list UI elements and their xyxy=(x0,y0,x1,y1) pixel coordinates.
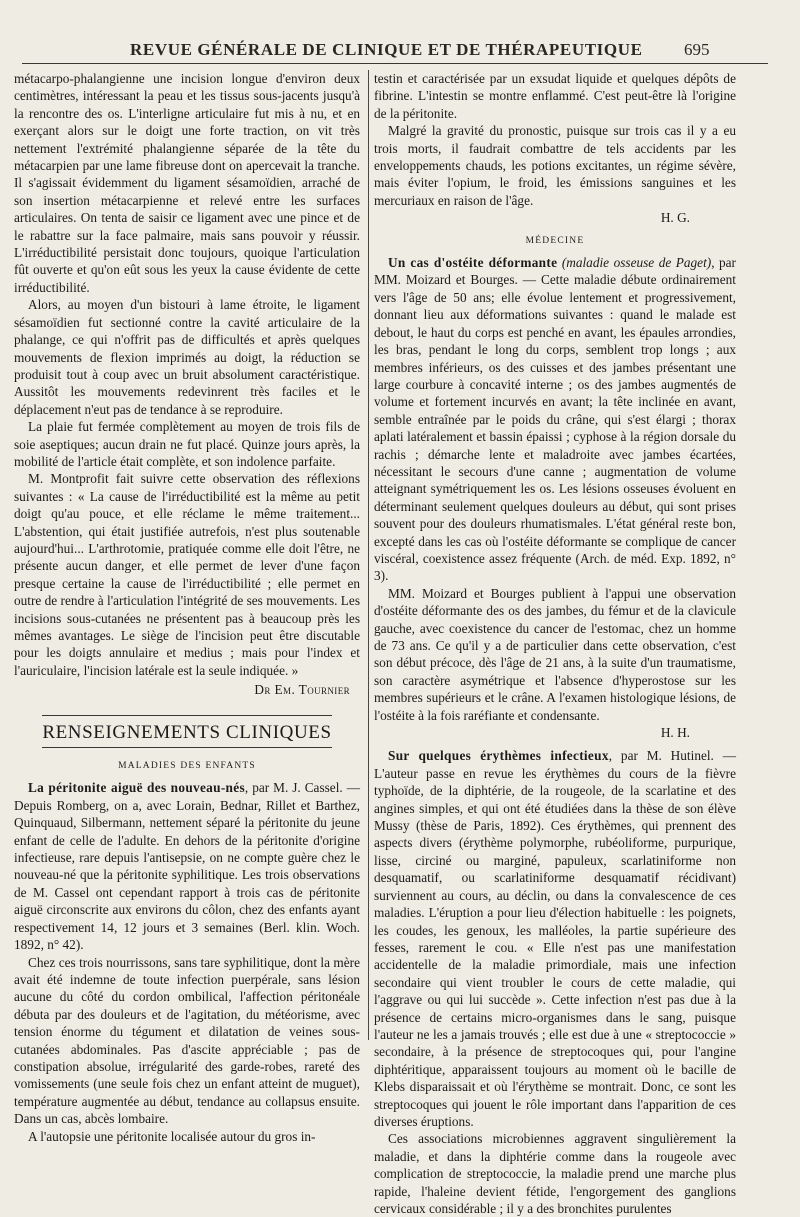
article-paragraph xyxy=(14,779,360,953)
author-signature: Dr Em. Tournier xyxy=(254,682,350,698)
article-text: — L'auteur passe en revue les érythèmes du cours de la fièvre typhoïde, de la diphtérie, de la rougeole, de la scarlatine et des angines simples, et qui ont été étudiées dans la thèse de son élève Mussy (thèse de Paris, 1892). Ces érythèmes, qui prennent des aspects divers (érythème polymorphe, rubéoliforme, purpurique, lisse, circiné ou marginé, papuleux, scarlatiniforme non desquamatif, ou scarlatiniforme desquamatif récidivant) surviennent au cours, au déclin, ou dans la convalescence de ces maladies. L'éruption a pour lieu d'élection habituelle : les poignets, les coudes, les genoux, les malléoles, la partie supérieure des fesses, rarement le cou. « Elle n'est pas une manifestation accidentelle de la maladie primordiale, mais une infection secondaire qui vient troubler le cours de cette maladie, qui l'aggrave ou qui lui succède ». Cette infection n'est pas due à la présence de certains micro-organismes dans le sang, puisque l'auteur ne les a jamais trouvés ; elle est due à une « streptococcie » secondaire, à la présence de streptocoques qui, pour l'angine diphtéritique, apparaissent toujours au moment où le bacille de Klebs disparaissait et où l'érythème se montrait. Donc, ce sont les streptocoques qui jouent le rôle important dans l'apparition de ces diverses éruptions. xyxy=(374,748,737,1129)
subsection-heading: MÉDECINE xyxy=(525,235,585,246)
article-author: , par M. Hutinel. xyxy=(608,748,714,764)
article-author: , par MM. Moizard et Bourges. xyxy=(374,255,736,288)
paragraph: Malgré la gravité du pronostic, puisque sur trois cas il y a eu trois morts, il faudrait combattre de tels accidents par les enveloppements chauds, les potions excitantes, un régime sévère, mais éviter l'opium, le froid, les émissions sanguines et les mercuriaux en raison de l'âge. xyxy=(374,123,736,208)
article-text: — Cette maladie débute ordinairement vers l'âge de 50 ans; elle évolue lentement et progressivement, donnant lieu aux déformations suivantes : quand le malade est debout, le haut du corps est penché en avant, les épaules arrondies, les bras, pendant le long du corps, semblent trop longs ; aux membres inférieurs, os des cuisses et des jambes présentant une large courbure à concavité interne ; os des jambes augmentés de volume et fortement incurvés en avant; la tête inclinée en avant, semble entraînée par le poids du crâne, qui s'est élargi ; thorax aplati latéralement et bassin épaissi ; cyphose à la région dorsale du rachis ; démarche lente et maladroite avec jambes écartées, nécessitant le secours d'une canne ; augmentation de volume atteignant symétriquement les os. Les lésions osseuses évoluent en déterminant seulement quelques douleurs au début, qui sont prises souvent pour des douleurs rhumatismales. L'état général reste bon, excepté dans les cas où l'ostéite déformante se complique de cancer viscéral, coexistence assez fréquente (Arch. de méd. Exp. 1892, n° 3). xyxy=(374,272,736,584)
paragraph: Alors, au moyen d'un bistouri à lame étroite, le ligament sésamoïdien fut sectionné contre la cavité articulaire de la phalange, ce qui n'offrit pas de difficultés et après quelques mouvements de flexion imprimés au doigt, la réduction se produisit tout à coup avec un bruit absolument caractéristique. Aussitôt les mouvements redevinrent très faciles et le déplacement n'eut pas de tendance à se reproduire. xyxy=(14,297,360,417)
page-number: 695 xyxy=(684,40,710,59)
article-author: , par M. J. Cassel. xyxy=(244,780,343,796)
article-paragraph xyxy=(374,254,736,585)
article-subtitle: (maladie osseuse de Paget) xyxy=(561,255,712,271)
initials-signature: H. H. xyxy=(660,725,690,741)
section-rule-bottom xyxy=(42,747,332,748)
header-rule xyxy=(22,63,768,64)
paragraph: Ces associations microbiennes aggravent singulièrement la maladie, et dans la diphtérie comme dans la rougeole avec complication de streptococcie, la maladie prend une marche plus rapide, l'haleine devient fétide, l'engorgement des ganglions cervicaux considérable ; il y a des bronchites purulentes xyxy=(374,1131,736,1216)
running-head xyxy=(0,30,800,60)
column-divider xyxy=(368,70,369,1040)
paragraph: métacarpo-phalangienne une incision longue d'environ deux centimètres, intéressant la peau et les tissus sous-jacents jusqu'à la rencontre des os. L'interligne articulaire fut mis à nu, et en exerçant alors sur le doigt une forte traction, on vit très nettement l'extrémité phalangienne séparée de la tête du métacarpien par une lame fibreuse dont on apercevait la tranche. Il s'agissait évidemment du ligament sésamoïdien, arraché de son insertion métacarpienne et relevé entre les surfaces articulaires. On tenta de saisir ce ligament avec une pince et de le rabattre sur la face palmaire, mais sans pouvoir y réussir. L'irréductibilité persistait donc toujours, quoique l'articulation fût ouverte et qu'on eût sous les yeux la cause évidente de cette irréductibilité. xyxy=(14,71,360,295)
article-text: — Depuis Romberg, on a, avec Lorain, Bednar, Rillet et Barthez, Quinquaud, Silbermann, nettement séparé la péritonite du jeune enfant de celle de l'adulte. En dehors de la péritonite d'origine infectieuse, rare depuis l'antisepsie, on ne compte guère chez le nouveau-né que la péritonite syphilitique. Les trois observations de M. Cassel ont cependant rapport à trois cas de péritonite aiguë circonscrite aux environs du côlon, chez des enfants ayant respectivement 14, 12 jours et 3 semaines (Berl. klin. Woch. 1892, n° 42). xyxy=(14,780,360,953)
article-title: Sur quelques érythèmes infectieux xyxy=(388,748,609,764)
paragraph: M. Montprofit fait suivre cette observation des réflexions suivantes : « La cause de l'irréductibilité est la même au petit doigt qu'au pouce, et elle réclame le même traitement... L'abstention, qui était justifiée autrefois, n'est plus soutenable aujourd'hui... L'arthrotomie, pratiquée comme elle doit l'être, ne présente aucun danger, et elle permet de lever d'une façon presque certaine la cause de l'irréductibilité ; elle permet en outre de rendre à l'articulation l'intégrité de ses mouvements. Les incisions sous-cutanées ne présentent pas à beaucoup près les mêmes avantages. Le siège de l'incision peut être discutable pour les doigts annulaire et medius ; mais pour l'index et l'auriculaire, l'incision latérale est la seule indiquée. » xyxy=(14,471,360,678)
article-title: La péritonite aiguë des nouveau-nés xyxy=(28,780,245,796)
article-paragraph xyxy=(374,747,736,1130)
journal-title: REVUE GÉNÉRALE DE CLINIQUE ET DE THÉRAPEUTIQUE xyxy=(130,40,643,59)
initials-signature: H. G. xyxy=(660,210,690,226)
paragraph: Chez ces trois nourrissons, sans tare syphilitique, dont la mère avait été indemne de toute infection puerpérale, sans lésion aucune du côté du cordon ombilical, l'affection péritonéale débuta par des douleurs et de l'agitation, du météorisme, avec tension énorme du tégument et dilatation de veines sous-cutanées abdominales. Pas d'ascite appréciable ; pas de constipation absolue, irrégularité des garde-robes, rareté des vomissements (une seule fois chez un enfant atteint de muguet), température augmentée au début, tendance au collapsus ensuite. Dans un cas, abcès lombaire. xyxy=(14,954,360,1127)
article-title: Un cas d'ostéite déformante xyxy=(388,255,558,271)
paragraph: A l'autopsie une péritonite localisée autour du gros in- xyxy=(28,1128,316,1144)
section-heading: RENSEIGNEMENTS CLINIQUES xyxy=(42,721,332,743)
left-column xyxy=(14,70,360,1145)
paragraph: MM. Moizard et Bourges publient à l'appui une observation d'ostéite déformante des os des jambes, du fémur et de la clavicule gauche, avec coexistence du cancer de l'estomac, chez un homme de 73 ans. Ce qu'il y a de particulier dans cette observation, c'est son début précoce, dès l'âge de 21 ans, à la suite d'un traumatisme, son caractère asymétrique et l'absence d'hyperostose sur les membres supérieurs et le crâne. A l'examen histologique lésions, de l'ostéite à la fois raréfiante et condensante. xyxy=(374,585,736,723)
right-column xyxy=(374,70,736,1217)
subsection-heading: MALADIES DES ENFANTS xyxy=(118,761,256,772)
paragraph: La plaie fut fermée complètement au moyen de trois fils de soie aseptiques; aucun drain ne fut placé. Quinze jours après, la mobilité de l'article était complète, et son indolence parfaite. xyxy=(14,419,360,469)
paragraph: testin et caractérisée par un exsudat liquide et quelques dépôts de fibrine. L'intestin se montre enflammé. C'est peut-être là l'origine de la péritonite. xyxy=(374,71,736,121)
section-rule-top xyxy=(42,715,332,716)
